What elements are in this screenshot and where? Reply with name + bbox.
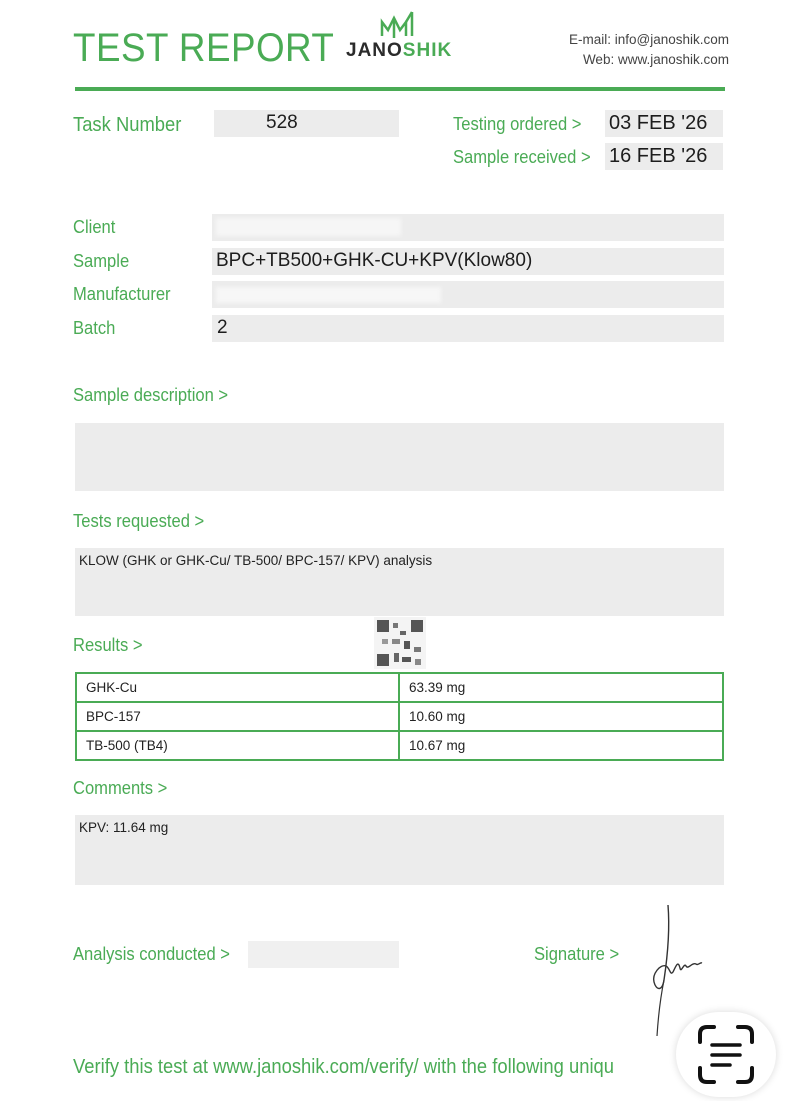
sample-value: BPC+TB500+GHK-CU+KPV(Klow80) <box>216 250 533 271</box>
result-compound: BPC-157 <box>76 702 399 731</box>
batch-value: 2 <box>217 317 228 338</box>
sample-description-field <box>75 423 724 491</box>
text-scan-button[interactable] <box>676 1012 776 1097</box>
comments-label: Comments > <box>73 778 168 798</box>
sample-received-value: 16 FEB '26 <box>609 145 708 167</box>
testing-ordered-value: 03 FEB '26 <box>609 112 708 134</box>
manufacturer-redaction <box>216 287 441 303</box>
sample-field <box>212 248 724 275</box>
analysis-conducted-label: Analysis conducted > <box>73 944 230 964</box>
results-label: Results > <box>73 635 143 655</box>
comments-value: KPV: 11.64 mg <box>79 820 169 835</box>
client-field <box>212 214 724 241</box>
results-row <box>76 673 723 702</box>
contact-web: Web: www.janoshik.com <box>582 52 729 67</box>
results-row <box>76 702 723 731</box>
qr-code-icon <box>374 617 426 669</box>
testing-ordered-label: Testing ordered > <box>453 114 582 134</box>
comments-field <box>75 815 724 885</box>
result-amount: 10.60 mg <box>399 702 723 731</box>
sample-received-label: Sample received > <box>453 147 591 167</box>
sample-received-field <box>605 143 723 170</box>
logo-text-part2: SHIK <box>402 40 453 61</box>
tests-requested-value: KLOW (GHK or GHK-Cu/ TB-500/ BPC-157/ KPV) analysis <box>79 553 433 568</box>
results-row <box>76 731 723 760</box>
manufacturer-label: Manufacturer <box>73 284 171 304</box>
tests-requested-field <box>75 548 724 616</box>
task-number-value: 528 <box>266 112 298 133</box>
result-compound: GHK-Cu <box>76 673 399 702</box>
tests-requested-label: Tests requested > <box>73 511 205 531</box>
task-number-field <box>214 110 399 137</box>
sample-description-label: Sample description > <box>73 385 229 405</box>
contact-info <box>569 30 729 70</box>
testing-ordered-field <box>605 110 723 137</box>
sample-label: Sample <box>73 251 130 271</box>
header-divider <box>75 87 725 91</box>
batch-field <box>212 315 724 342</box>
client-label: Client <box>73 217 116 237</box>
result-compound: TB-500 (TB4) <box>76 731 399 760</box>
client-redaction <box>216 218 401 236</box>
result-amount: 63.39 mg <box>399 673 723 702</box>
result-amount: 10.67 mg <box>399 731 723 760</box>
batch-label: Batch <box>73 318 116 338</box>
logo-text-part1: JANO <box>346 40 403 61</box>
results-table <box>75 672 724 761</box>
task-number-label: Task Number <box>73 114 182 136</box>
logo-wordmark <box>346 40 452 62</box>
analysis-conducted-field <box>248 941 399 968</box>
contact-email: E-mail: info@janoshik.com <box>568 32 729 47</box>
report-title: TEST REPORT <box>73 26 335 70</box>
signature-label: Signature > <box>534 944 620 964</box>
manufacturer-field <box>212 281 724 308</box>
live-text-scan-icon <box>676 1012 776 1097</box>
verify-text: Verify this test at www.janoshik.com/verify/ with the following uniqu <box>73 1056 615 1078</box>
